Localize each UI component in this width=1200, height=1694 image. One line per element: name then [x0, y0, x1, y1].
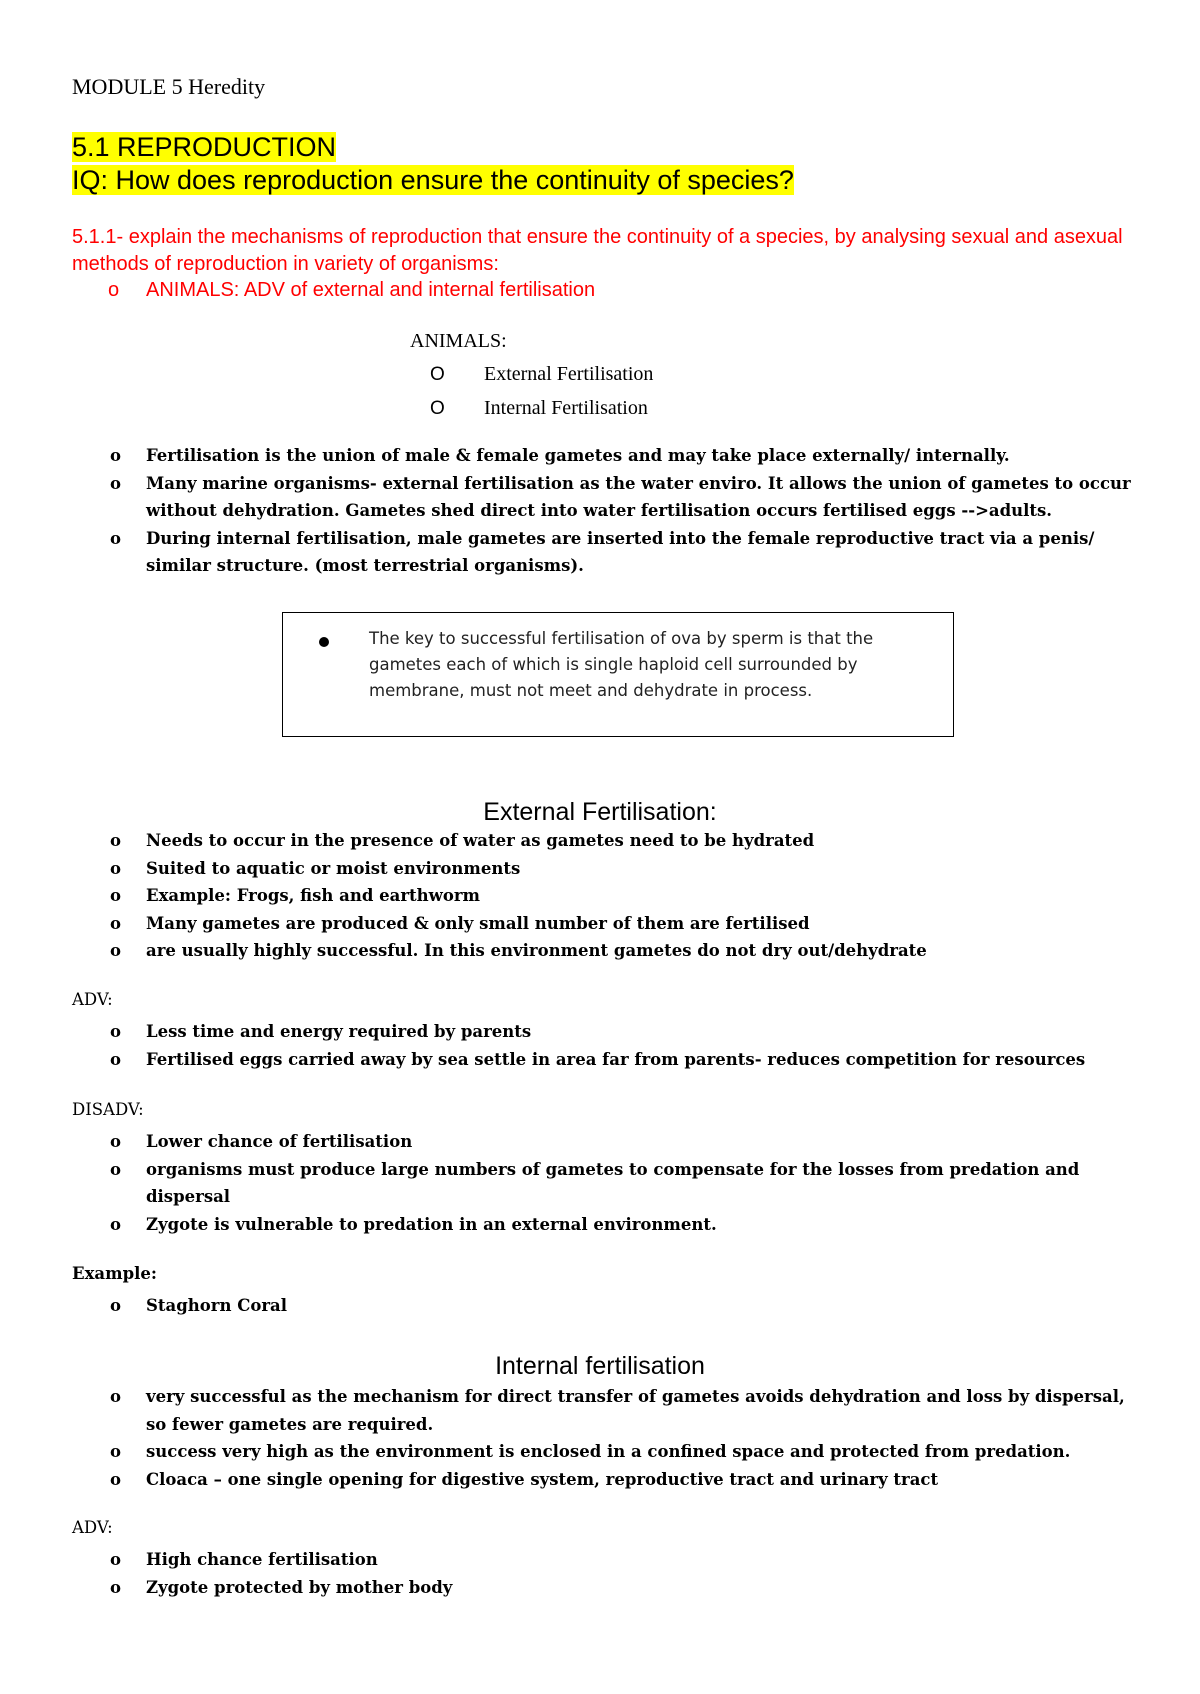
list-item [110, 882, 1145, 910]
list-item-text: Suited to aquatic or moist environments [146, 858, 521, 878]
external-points [110, 827, 1145, 965]
key-box [282, 612, 954, 737]
bullet-marker: o [110, 473, 122, 493]
external-disadv-label: DISADV: [72, 1100, 144, 1119]
list-item-text: Example: Frogs, fish and earthworm [146, 886, 480, 905]
bullet-dot-icon [319, 637, 329, 647]
bullet-marker: o [110, 858, 122, 878]
bullet-marker: o [110, 1214, 122, 1234]
bullet-marker: o [110, 886, 122, 905]
bullet-marker: O [430, 398, 445, 419]
external-example-list [110, 1292, 1145, 1320]
list-item-text: Many gametes are produced & only small number of them are fertilised [146, 913, 810, 933]
bullet-marker: o [110, 1577, 122, 1597]
bullet-marker: o [110, 1159, 122, 1179]
list-item-text: Fertilised eggs carried away by sea settle in area far from parents- reduces competition for resources [146, 1049, 1086, 1069]
external-adv-label: ADV: [72, 990, 113, 1009]
animals-item-text: External Fertilisation [484, 363, 654, 385]
list-item [110, 827, 1145, 855]
list-item [110, 1292, 1145, 1320]
list-item [110, 1466, 1145, 1494]
list-item-text: Zygote is vulnerable to predation in an external environment. [146, 1214, 717, 1234]
intro-points [110, 442, 1145, 580]
section-heading-text: 5.1 REPRODUCTION [72, 132, 337, 162]
list-item-text: success very high as the environment is enclosed in a confined space and protected from predation. [146, 1442, 1071, 1461]
list-item-text: Many marine organisms- external fertilisation as the water enviro. It allows the union of gametes to occur without dehydration. Gametes shed direct into water fertilisation occurs fertilised eggs -->adults. [146, 473, 1131, 520]
syllabus-outcome: 5.1.1- explain the mechanisms of reproduction that ensure the continuity of a species, by analysing sexual and asexual methods of reproduction in variety of organisms: [72, 226, 1123, 275]
internal-heading: Internal fertilisation [495, 1352, 705, 1380]
list-item-text: Fertilisation is the union of male & female gametes and may take place externally/ internally. [146, 446, 1010, 465]
list-item [110, 1211, 1145, 1239]
bullet-marker: o [110, 528, 122, 548]
key-box-text: The key to successful fertilisation of ova by sperm is that the gametes each of which is single haploid cell surrounded by membrane, must not meet and dehydrate in process. [369, 629, 874, 700]
list-item-text: organisms must produce large numbers of gametes to compensate for the losses from predation and dispersal [146, 1159, 1080, 1206]
list-item [110, 910, 1145, 938]
bullet-marker: o [110, 913, 122, 933]
bullet-marker: o [108, 279, 120, 301]
list-item [110, 1156, 1145, 1211]
list-item-text: Lower chance of fertilisation [146, 1132, 413, 1151]
animals-item [430, 397, 648, 420]
list-item [110, 470, 1145, 525]
list-item [110, 937, 1145, 965]
module-title: MODULE 5 Heredity [72, 74, 266, 99]
bullet-marker: o [110, 446, 122, 465]
bullet-marker: o [110, 831, 122, 850]
list-item [110, 442, 1145, 470]
external-disadv-list [110, 1128, 1145, 1238]
inquiry-question [72, 164, 794, 196]
outcome-bullet-text: ANIMALS: ADV of external and internal fertilisation [146, 279, 596, 301]
list-item [110, 1018, 1145, 1046]
inquiry-question-text: IQ: How does reproduction ensure the continuity of species? [72, 165, 794, 195]
list-item [110, 855, 1145, 883]
list-item-text: During internal fertilisation, male gametes are inserted into the female reproductive tract via a penis/ similar structure. (most terrestrial organisms). [146, 528, 1095, 575]
list-item [110, 1574, 1145, 1602]
list-item [110, 1046, 1145, 1074]
external-heading: External Fertilisation: [483, 798, 717, 826]
bullet-marker: o [110, 941, 122, 960]
bullet-marker: o [110, 1387, 122, 1406]
internal-adv-list [110, 1546, 1145, 1601]
bullet-marker: o [110, 1132, 122, 1151]
animals-item [430, 363, 653, 386]
bullet-marker: o [110, 1469, 122, 1489]
list-item-text: Cloaca – one single opening for digestive system, reproductive tract and urinary tract [146, 1469, 939, 1489]
list-item [110, 1128, 1145, 1156]
list-item [110, 1546, 1145, 1574]
list-item-text: Less time and energy required by parents [146, 1022, 532, 1041]
list-item-text: Zygote protected by mother body [146, 1577, 453, 1597]
internal-adv-label: ADV: [72, 1518, 113, 1537]
section-heading [72, 131, 336, 163]
external-example-label: Example: [72, 1264, 157, 1283]
list-item [110, 1438, 1145, 1466]
external-adv-list [110, 1018, 1145, 1073]
list-item-text: High chance fertilisation [146, 1550, 378, 1569]
outcome-bullet [108, 279, 595, 302]
list-item-text: very successful as the mechanism for direct transfer of gametes avoids dehydration and loss by dispersal, so fewer gametes are required. [146, 1387, 1125, 1434]
bullet-marker: o [110, 1049, 122, 1069]
animals-heading: ANIMALS: [410, 330, 507, 352]
internal-points [110, 1383, 1145, 1493]
animals-item-text: Internal Fertilisation [484, 397, 648, 419]
bullet-marker: o [110, 1296, 122, 1315]
list-item-text: Needs to occur in the presence of water as gametes need to be hydrated [146, 831, 815, 850]
list-item [110, 525, 1145, 580]
list-item-text: are usually highly successful. In this environment gametes do not dry out/dehydrate [146, 941, 927, 960]
bullet-marker: o [110, 1022, 122, 1041]
bullet-marker: o [110, 1550, 122, 1569]
bullet-marker: o [110, 1442, 122, 1461]
list-item-text: Staghorn Coral [146, 1296, 287, 1315]
bullet-marker: O [430, 364, 445, 385]
list-item [110, 1383, 1145, 1438]
